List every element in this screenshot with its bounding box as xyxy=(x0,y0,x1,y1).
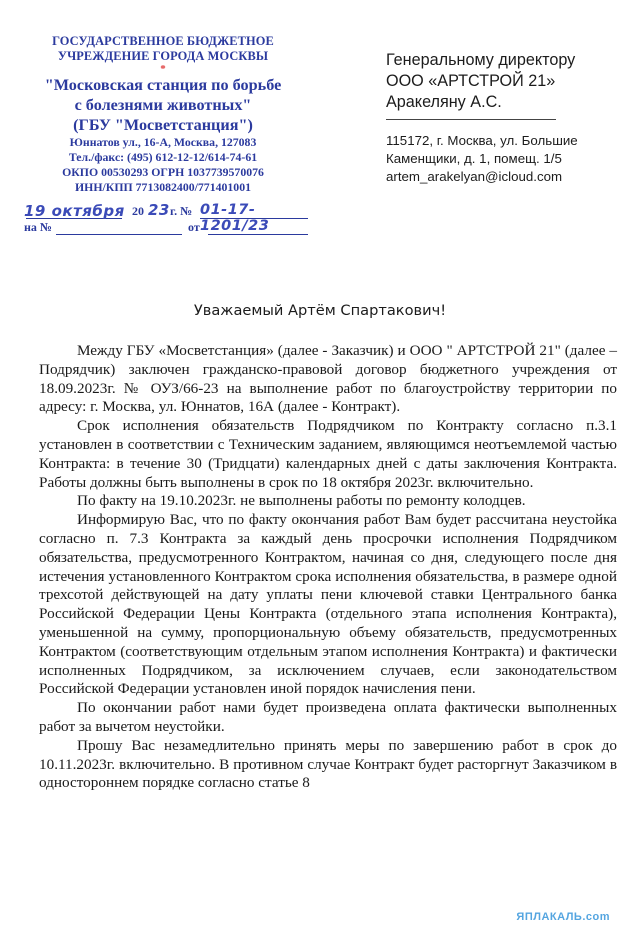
addressee-block xyxy=(386,50,626,186)
paragraph-contract: Между ГБУ «Мосветстанция» (далее - Заказчик) и ООО " АРТСТРОЙ 21" (далее – Подрядчик) заключен гражданско-правовой договор бюджетного учреждения от 18.09.2023г. № ОУЗ/66-23 на выполнение работ по благоустройству территории по адресу: г. Москва, ул. Юннатов, 16А (далее - Контракт). xyxy=(39,342,617,416)
reg-number-label: г. № xyxy=(170,204,193,218)
reg-number: 01-17-1201/23 xyxy=(200,202,270,234)
paragraph-payment: По окончании работ нами будет произведена оплата фактически выполненных работ за вычетом неустойки. xyxy=(39,699,617,735)
paragraph-deadline: Срок исполнения обязательств Подрядчиком по Контракту согласно п.3.1 установлен в соответствии с Техническим заданием, являющимся неотъемлемой частью Контракта: в течение 30 (Тридцати) календарных дней с даты заключения Контракта. Работы должны быть выполнены в срок по 18 октября 2023г. включительно. xyxy=(39,417,617,491)
org-name-line-3: (ГБУ "Мосветстанция") xyxy=(73,116,253,134)
paragraph-status: По факту на 19.10.2023г. не выполнены работы по ремонту колодцев. xyxy=(77,492,526,510)
addressee-name: Аракеляну А.С. xyxy=(386,93,502,111)
ref-date-underline xyxy=(208,234,308,235)
org-name-line-2: с болезнями животных" xyxy=(74,96,252,114)
registration-line xyxy=(22,201,312,234)
reg-year: 23 xyxy=(148,201,170,219)
greeting: Уважаемый Артём Спартакович! xyxy=(193,302,447,319)
addressee-title: Генеральному директору xyxy=(386,51,576,69)
org-line-2: УЧРЕЖДЕНИЕ ГОРОДА МОСКВЫ xyxy=(57,49,269,63)
addressee-address-2: Каменщики, д. 1, помещ. 1/5 xyxy=(386,151,562,166)
org-line-1: ГОСУДАРСТВЕННОЕ БЮДЖЕТНОЕ xyxy=(52,34,274,48)
org-okpo: ОКПО 00530293 ОГРН 1037739570076 xyxy=(62,165,264,179)
org-name-line-1: "Московская станция по борьбе xyxy=(44,76,282,94)
letterhead xyxy=(18,34,308,195)
star-separator: * xyxy=(160,63,166,75)
reg-date: 19 октября xyxy=(24,202,125,220)
org-inn: ИНН/КПП 7713082400/771401001 xyxy=(74,180,251,194)
paragraph-request: Прошу Вас незамедлительно принять меры по завершению работ в срок до 10.11.2023г. включительно. В противном случае Контракт будет расторгнут Заказчиком в одностороннем порядке согласно статье 8 xyxy=(39,736,617,792)
watermark: ЯПЛАКАЛЬ.com xyxy=(516,911,610,923)
org-address: Юннатов ул., 16-А, Москва, 127083 xyxy=(69,135,257,149)
paragraph-penalty: Информирую Вас, что по факту окончания работ Вам будет рассчитана неустойка согласно п. 7.3 Контракта за каждый день просрочки исполнения Подрядчиком обязательства, предусмотренного Контрактом, начиная со дня, следующего после дня истечения установленного Контрактом срока исполнения обязательства, в размере одной трехсотой действующей на дату уплаты пени ключевой ставки Центрального банка Российской Федерации Цены Контракта (отдельного этапа исполнения Контракта), уменьшенной на сумму, пропорциональную объему обязательств, предусмотренных Контрактом (соответствующим отдельным этапом исполнения Контракта) и фактически исполненных Подрядчиком, за исключением случаев, если законодательством Российской Федерации установлен иной порядок начисления пени. xyxy=(39,511,617,698)
addressee-company: ООО «АРТСТРОЙ 21» xyxy=(386,72,556,90)
org-phone: Тел./факс: (495) 612-12-12/614-74-61 xyxy=(68,150,258,164)
addressee-divider xyxy=(386,119,556,120)
addressee-email: artem_arakelyan@icloud.com xyxy=(386,169,563,184)
letter-body xyxy=(39,342,617,793)
ref-number-label: на № xyxy=(24,220,52,234)
reg-year-prefix: 20 xyxy=(132,204,144,218)
addressee-address-1: 115172, г. Москва, ул. Большие xyxy=(386,133,578,148)
ref-from-label: от xyxy=(188,220,200,234)
ref-number-underline xyxy=(56,234,182,235)
